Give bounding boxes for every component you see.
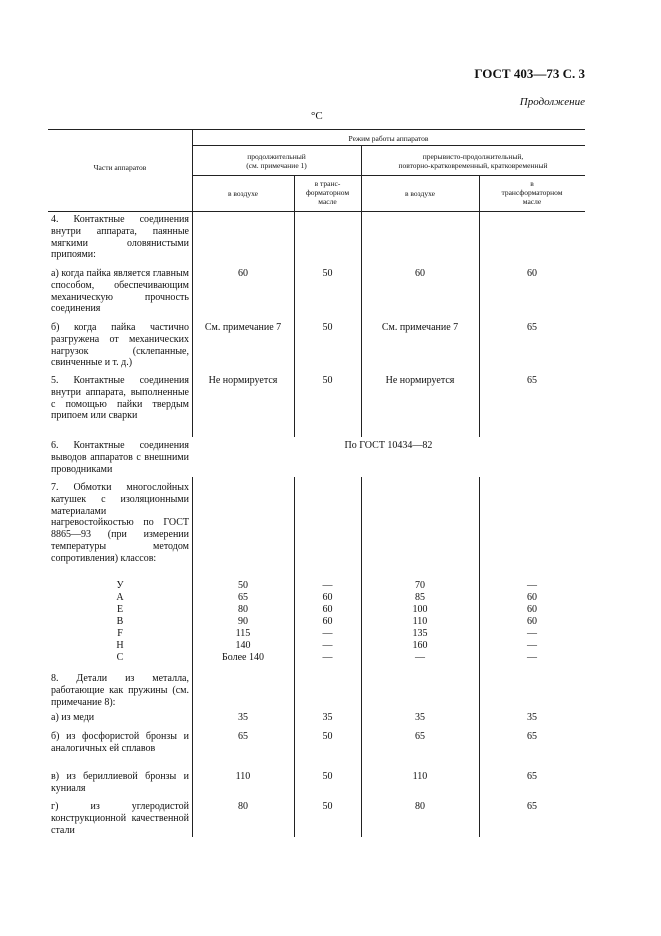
- class-value: —: [322, 580, 333, 591]
- class-label: У: [116, 580, 124, 591]
- row-4b-v3: См. примечание 7: [381, 322, 459, 333]
- class-value: 90: [238, 616, 248, 627]
- col-header-parts: Части аппаратов: [93, 163, 147, 172]
- mode-header: Режим работы аппаратов: [348, 134, 429, 143]
- row-6-span: По ГОСТ 10434—82: [344, 440, 433, 451]
- continuation-label: Продолжение: [519, 96, 585, 108]
- row-8a-v1: 35: [238, 712, 248, 723]
- row-8b-v2: 50: [322, 731, 333, 742]
- row-4a-v1: 60: [238, 268, 248, 279]
- class-value: Более 140: [222, 652, 264, 663]
- row-4a-v4: 60: [527, 268, 537, 279]
- class-value: 160: [412, 640, 428, 651]
- row-8c-v4: 65: [527, 771, 537, 782]
- row-5-v1: Не нормируется: [208, 375, 278, 386]
- row-8d-v1: 80: [238, 801, 248, 812]
- class-value: 60: [527, 604, 537, 615]
- submode-line: [192, 175, 585, 176]
- sub-air-1: в воздухе: [228, 189, 258, 198]
- row-8b-v4: 65: [527, 731, 537, 742]
- mode-line: [192, 145, 585, 146]
- row-4b-part: б) когда пайка частично разгружена от механических нагрузок (склепанные, свинченные и т. д.): [51, 322, 189, 369]
- sub-air-2: в воздухе: [405, 189, 435, 198]
- class-value: —: [527, 652, 537, 663]
- class-value: 80: [238, 604, 248, 615]
- class-value: 60: [322, 604, 333, 615]
- row-4-part: 4. Контактные соединения внутри аппарата, паянные мягкими оловянистыми припоями:: [51, 214, 189, 261]
- class-value: —: [322, 652, 333, 663]
- class-value: 60: [527, 616, 537, 627]
- class-label: В: [116, 616, 124, 627]
- class-value: 60: [322, 592, 333, 603]
- class-value: 100: [412, 604, 428, 615]
- row-8d-part: г) из углеродистой конструкционной качественной стали: [51, 801, 189, 836]
- mode1-header: продолжительный (см. примечание 1): [246, 152, 307, 170]
- class-value: 65: [238, 592, 248, 603]
- class-value: —: [527, 640, 537, 651]
- class-value: 115: [235, 628, 251, 639]
- row-8d-v2: 50: [322, 801, 333, 812]
- row-8a-part: а) из меди: [51, 712, 95, 723]
- row-4b-v1: См. примечание 7: [204, 322, 282, 333]
- row-5-part: 5. Контактные соединения внутри аппарата, выполненные с помощью пайки твердым припоем или сварки: [51, 375, 189, 422]
- row-6-part: 6. Контактные соединения выводов аппаратов с внешними проводниками: [51, 440, 189, 475]
- unit-label: °С: [311, 110, 323, 122]
- row-4a-v2: 50: [322, 268, 333, 279]
- mode2-header: прерывисто-продолжительный, повторно-кратковременный, кратковременный: [398, 152, 548, 170]
- row-5-v4: 65: [527, 375, 537, 386]
- class-value: 50: [238, 580, 248, 591]
- header-bottom-line: [48, 211, 585, 212]
- class-label: С: [116, 652, 124, 663]
- class-value: 60: [527, 592, 537, 603]
- row-4a-v3: 60: [415, 268, 425, 279]
- row-4a-part: а) когда пайка является главным способом, обеспечивающим механическую прочность соединения: [51, 268, 189, 315]
- class-label: F: [117, 628, 123, 639]
- class-value: 135: [412, 628, 428, 639]
- row-8c-v2: 50: [322, 771, 333, 782]
- class-label: Е: [116, 604, 124, 615]
- class-label: Н: [116, 640, 124, 651]
- class-label: А: [116, 592, 124, 603]
- row-4b-v2: 50: [322, 322, 333, 333]
- row-8d-v3: 80: [415, 801, 425, 812]
- class-value: —: [527, 628, 537, 639]
- sub-oil-1: в транс- форматорном масле: [305, 179, 350, 206]
- class-value: 140: [235, 640, 251, 651]
- row-8a-v2: 35: [322, 712, 333, 723]
- row-8c-v3: 110: [412, 771, 428, 782]
- document-header: ГОСТ 403—73 С. 3: [474, 66, 585, 81]
- row-8a-v3: 35: [415, 712, 425, 723]
- class-value: —: [415, 652, 425, 663]
- row-4b-v4: 65: [527, 322, 537, 333]
- row-8d-v4: 65: [527, 801, 537, 812]
- class-value: 60: [322, 616, 333, 627]
- row-5-v2: 50: [322, 375, 333, 386]
- class-value: 110: [412, 616, 428, 627]
- row-8c-part: в) из бериллиевой бронзы и куниаля: [51, 771, 189, 794]
- row-8b-part: б) из фосфористой бронзы и аналогичных ей сплавов: [51, 731, 189, 754]
- row-8-part: 8. Детали из металла, работающие как пружины (см. примечание 8):: [51, 673, 189, 708]
- row-7-part: 7. Обмотки многослойных катушек с изоляционными материалами нагревостойкостью по ГОСТ 8865—93 (при измерении температуры методом сопротивления) классов:: [51, 482, 189, 564]
- sub-oil-2: в трансформаторном масле: [501, 179, 563, 206]
- table-top-line: [48, 129, 585, 130]
- row-8b-v3: 65: [415, 731, 425, 742]
- class-value: —: [527, 580, 537, 591]
- class-value: —: [322, 640, 333, 651]
- class-value: 85: [415, 592, 425, 603]
- class-value: 70: [415, 580, 425, 591]
- row-8b-v1: 65: [238, 731, 248, 742]
- row-8a-v4: 35: [527, 712, 537, 723]
- class-value: —: [322, 628, 333, 639]
- row-5-v3: Не нормируется: [385, 375, 455, 386]
- row-8c-v1: 110: [235, 771, 251, 782]
